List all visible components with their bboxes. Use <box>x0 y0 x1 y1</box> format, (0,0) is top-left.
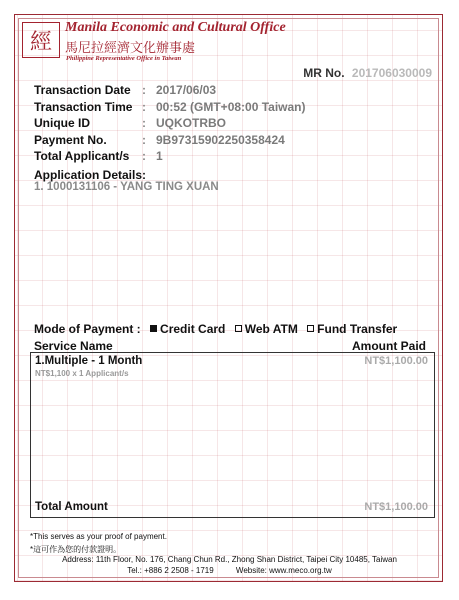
option-web-atm: Web ATM <box>244 322 298 336</box>
info-key: Payment No. <box>34 132 107 147</box>
service-table <box>30 352 435 518</box>
info-row <box>34 149 306 166</box>
org-name-chinese: 馬尼拉經濟文化辦事處 <box>65 41 196 56</box>
office-contact: Tel.: +886 2 2508 - 1719 Website: www.meco.org.tw <box>127 566 332 575</box>
option-credit-card: Credit Card <box>160 322 226 336</box>
info-row <box>34 83 306 100</box>
checkbox-fund-transfer <box>307 325 314 332</box>
payment-mode-label: Mode of Payment : <box>34 322 141 336</box>
option-fund-transfer: Fund Transfer <box>317 322 398 336</box>
info-value: 9B97315902250358424 <box>156 132 285 147</box>
total-amount-label: Total Amount <box>35 501 108 513</box>
application-details-title: Application Details: <box>34 168 147 182</box>
payment-mode <box>34 322 397 336</box>
col-amount-paid: Amount Paid <box>352 339 426 353</box>
info-separator: : <box>142 116 146 130</box>
mr-value: 201706030009 <box>351 66 432 80</box>
info-separator: : <box>142 132 146 147</box>
service-amount: NT$1,100.00 <box>364 355 428 367</box>
info-row <box>34 100 306 117</box>
info-value: 1 <box>156 149 163 163</box>
service-subtext: NT$1,100 x 1 Applicant/s <box>35 369 129 378</box>
info-value: 00:52 (GMT+08:00 Taiwan) <box>156 99 306 114</box>
info-value: 2017/06/03 <box>156 83 217 97</box>
checkbox-credit-card <box>150 325 157 332</box>
info-key: Unique ID <box>34 116 90 130</box>
proof-note-english: *This serves as your proof of payment. <box>30 532 167 541</box>
checkbox-web-atm <box>235 325 242 332</box>
info-key: Transaction Time <box>34 99 133 114</box>
info-separator: : <box>142 99 146 114</box>
org-subtitle: Philippine Representative Office in Taiwan <box>66 55 182 62</box>
office-address: Address: 11th Floor, No. 176, Chang Chun Rd., Zhong Shan District, Taipei City 10485, Taiwan <box>62 555 397 564</box>
total-amount-value: NT$1,100.00 <box>364 501 428 513</box>
org-name-english: Manila Economic and Cultural Office <box>65 20 286 35</box>
info-key: Transaction Date <box>34 83 131 97</box>
application-line: 1. 1000131106 - YANG TING XUAN <box>34 181 219 193</box>
proof-note-chinese: *這可作為您的付款證明。 <box>30 545 122 554</box>
transaction-info <box>34 83 306 166</box>
mr-number <box>303 66 432 80</box>
table-header <box>34 339 426 353</box>
info-value: UQKOTRBO <box>156 116 226 130</box>
service-name: 1.Multiple - 1 Month <box>35 355 143 367</box>
info-row <box>34 116 306 133</box>
info-separator: : <box>142 149 146 163</box>
info-separator: : <box>142 83 146 97</box>
col-service-name: Service Name <box>34 339 113 353</box>
info-row <box>34 133 306 150</box>
info-key: Total Applicant/s <box>34 149 130 163</box>
meco-logo: 經 <box>22 22 60 58</box>
mr-label: MR No. <box>303 66 345 80</box>
